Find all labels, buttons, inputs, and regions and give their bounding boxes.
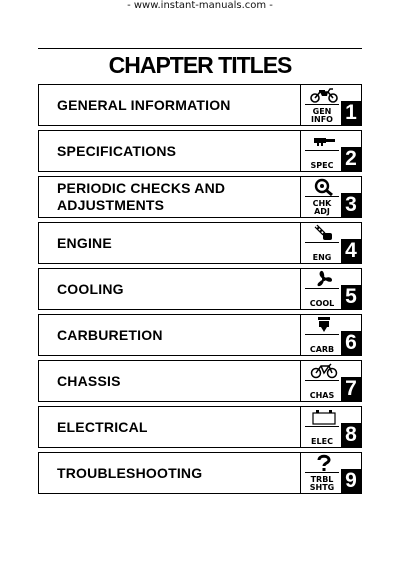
tab-divider bbox=[305, 334, 339, 335]
motorcycle-icon bbox=[307, 86, 341, 104]
chapter-title: TROUBLESHOOTING bbox=[57, 464, 203, 481]
question-mark-icon bbox=[307, 454, 341, 472]
chapter-title: PERIODIC CHECKS AND ADJUSTMENTS bbox=[57, 180, 226, 213]
header-rule bbox=[38, 48, 362, 49]
chapter-title: COOLING bbox=[57, 280, 124, 297]
tab-divider bbox=[305, 104, 339, 105]
chapter-item-general-information[interactable] bbox=[38, 84, 362, 126]
chapter-code: GEN INFO bbox=[311, 107, 333, 124]
chapter-tab bbox=[300, 268, 362, 310]
engine-icon bbox=[307, 224, 341, 242]
chapter-number: 6 bbox=[341, 331, 361, 355]
chapter-list bbox=[38, 84, 362, 498]
tab-divider bbox=[305, 380, 339, 381]
check-adjust-icon bbox=[307, 178, 341, 196]
chapter-tab bbox=[300, 406, 362, 448]
chapter-item-electrical[interactable] bbox=[38, 406, 362, 448]
chapter-title: GENERAL INFORMATION bbox=[57, 96, 231, 113]
chapter-number: 4 bbox=[341, 239, 361, 263]
tab-divider bbox=[305, 472, 339, 473]
chapter-title: ENGINE bbox=[57, 234, 112, 251]
chapter-code: ENG bbox=[312, 253, 332, 262]
battery-icon bbox=[307, 408, 341, 426]
chapter-number: 5 bbox=[341, 285, 361, 309]
fan-icon bbox=[307, 270, 341, 288]
carburetor-icon bbox=[307, 316, 341, 334]
chapter-code: COOL bbox=[309, 299, 335, 308]
chapter-number: 1 bbox=[341, 101, 361, 125]
spec-wrench-icon bbox=[307, 132, 341, 150]
source-url: - www.instant-manuals.com - bbox=[127, 0, 273, 11]
chapter-item-specifications[interactable] bbox=[38, 130, 362, 172]
chapter-code: CARB bbox=[309, 345, 335, 354]
tab-divider bbox=[305, 150, 339, 151]
chapter-title: SPECIFICATIONS bbox=[57, 142, 177, 159]
chapter-number: 2 bbox=[341, 147, 361, 171]
chapter-tab bbox=[300, 314, 362, 356]
chapter-number: 9 bbox=[341, 469, 361, 493]
chapter-number: 7 bbox=[341, 377, 361, 401]
chapter-tab bbox=[300, 360, 362, 402]
chapter-item-cooling[interactable] bbox=[38, 268, 362, 310]
chapter-code: SPEC bbox=[310, 161, 334, 170]
chapter-tab bbox=[300, 176, 362, 218]
chapter-number: 3 bbox=[341, 193, 361, 217]
tab-divider bbox=[305, 426, 339, 427]
chapter-code: CHK ADJ bbox=[312, 199, 332, 216]
chapter-title: ELECTRICAL bbox=[57, 418, 148, 435]
chapter-code: ELEC bbox=[311, 437, 333, 446]
tab-divider bbox=[305, 242, 339, 243]
chapter-tab bbox=[300, 452, 362, 494]
chapter-tab bbox=[300, 84, 362, 126]
bicycle-frame-icon bbox=[307, 362, 341, 380]
chapter-title: CHASSIS bbox=[57, 372, 121, 389]
chapter-item-carburetion[interactable] bbox=[38, 314, 362, 356]
tab-divider bbox=[305, 196, 339, 197]
chapter-code: CHAS bbox=[309, 391, 335, 400]
chapter-item-troubleshooting[interactable] bbox=[38, 452, 362, 494]
chapter-item-chassis[interactable] bbox=[38, 360, 362, 402]
chapter-item-engine[interactable] bbox=[38, 222, 362, 264]
chapter-item-periodic-checks-and-adjustments[interactable] bbox=[38, 176, 362, 218]
chapter-code: TRBL SHTG bbox=[309, 475, 335, 492]
chapter-tab bbox=[300, 130, 362, 172]
chapter-tab bbox=[300, 222, 362, 264]
tab-divider bbox=[305, 288, 339, 289]
page-title: CHAPTER TITLES bbox=[108, 52, 292, 78]
chapter-title: CARBURETION bbox=[57, 326, 163, 343]
chapter-number: 8 bbox=[341, 423, 361, 447]
